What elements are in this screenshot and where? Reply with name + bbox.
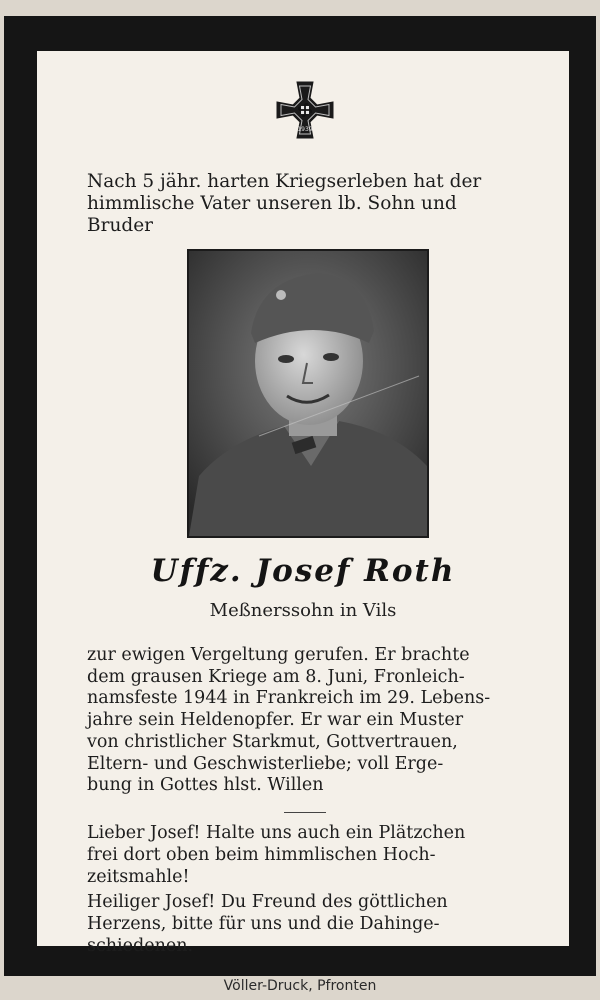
memorial-card (37, 51, 569, 956)
portrait-photo (187, 249, 429, 538)
memorial-card-border (4, 16, 596, 976)
prayer-text-1: Lieber Josef! Halte uns auch ein Plätzchen frei dort oben beim himmlischen Hoch- zeitsmahle! (87, 823, 466, 887)
printer-credit: Völler-Druck, Pfronten (223, 978, 377, 994)
cross-year-label: 1939 (297, 126, 313, 133)
divider (284, 812, 326, 813)
subtitle: Meßnerssohn in Vils (209, 600, 397, 621)
body-text: zur ewigen Vergeltung gerufen. Er brachte dem grausen Kriege am 8. Juni, Fronleich- namsfeste 1944 in Frankreich im 29. Lebens- jahre sein Heldenopfer. Er war ein Muster von christlicher Starkmut, Gottvertrauen, Eltern- und Geschwisterliebe; voll Erge- bung in Gottes hlst. Willen (87, 645, 491, 796)
intro-text: Nach 5 jähr. harten Kriegserleben hat der himmlische Vater unseren lb. Sohn und Bruder (87, 171, 482, 236)
deceased-name: Uffz. Josef Roth (150, 553, 456, 589)
prayer-text-2: Heiliger Josef! Du Freund des göttlichen Herzens, bitte für uns und die Dahinge- schiedenen. (87, 892, 448, 956)
iron-cross-icon (275, 80, 335, 140)
